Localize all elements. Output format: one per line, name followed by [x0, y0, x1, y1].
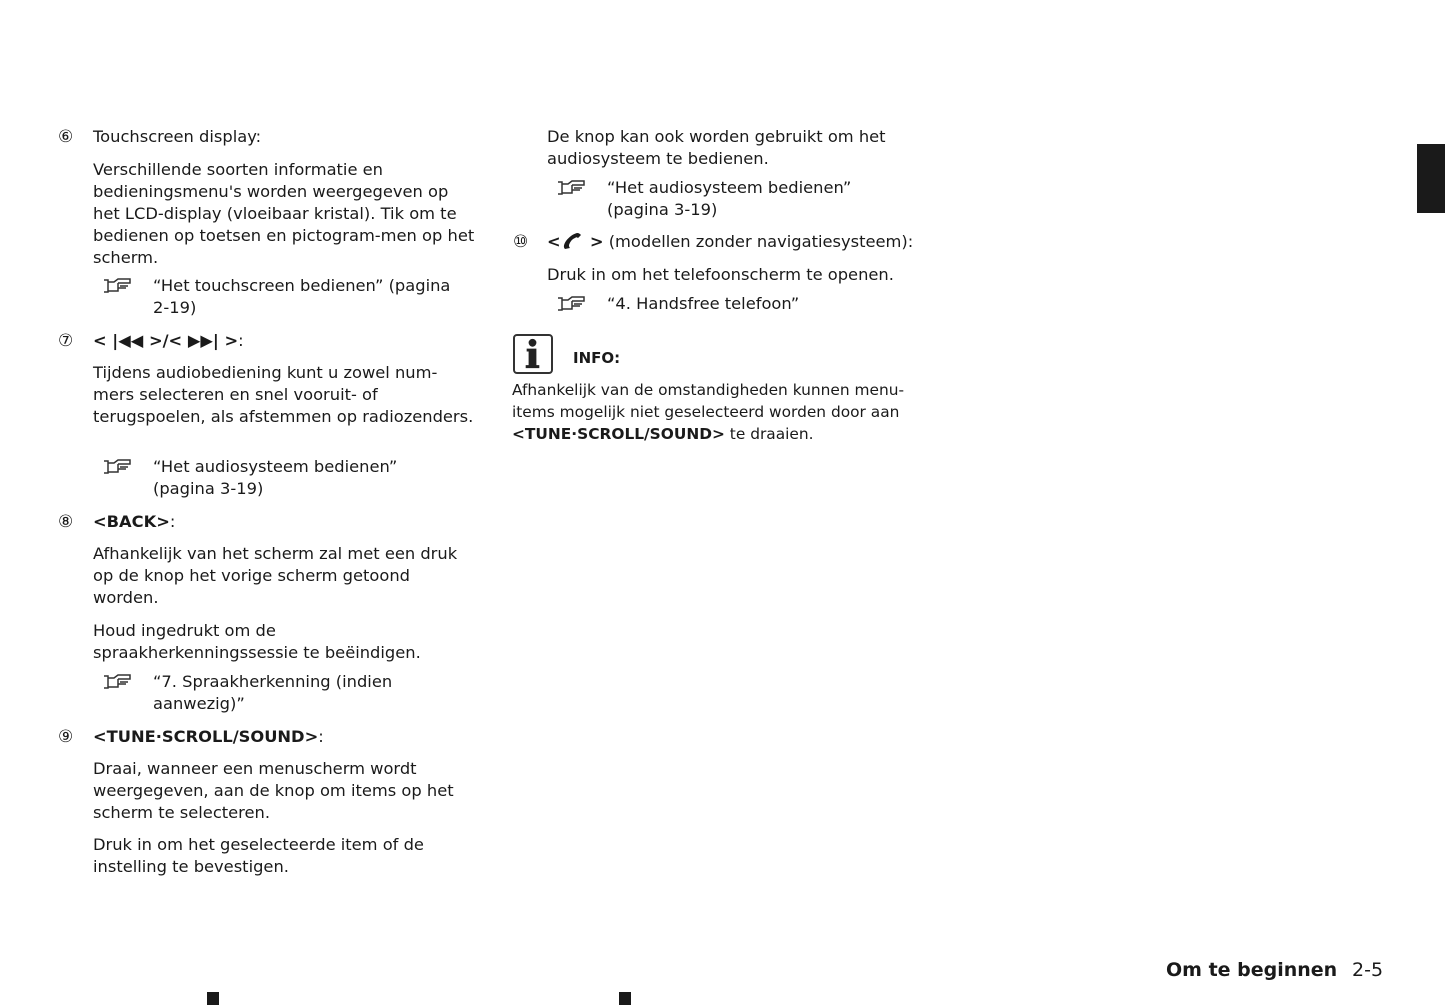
colon: : [169, 512, 176, 531]
reference-link[interactable]: (pagina 3-19) [607, 200, 718, 219]
back-label: <BACK> [93, 512, 170, 531]
bracket: < [547, 232, 561, 251]
item-number: ⑥ [58, 127, 74, 147]
item-title [93, 511, 478, 533]
crop-mark [207, 992, 219, 1005]
info-text-part: Afhankelijk van de omstandigheden kunnen menu-items mogelijk niet geselecteerd worden door aan [512, 381, 905, 421]
colon: : [238, 331, 244, 350]
item-title [93, 330, 478, 352]
reference-link[interactable]: “4. Handsfree telefoon” [607, 294, 800, 313]
crop-mark [619, 992, 631, 1005]
reference-link[interactable]: (pagina 3-19) [153, 479, 264, 498]
reference-link[interactable]: 2-19) [153, 298, 197, 317]
info-label: INFO: [573, 349, 621, 367]
reference-link[interactable]: “Het audiosysteem bedienen” [153, 457, 398, 476]
page-number: 2-5 [1352, 959, 1384, 981]
reference-hand-icon [102, 458, 132, 476]
paragraph: Druk in om het geselecteerde item of de instelling te bevestigen. [93, 835, 424, 876]
reference-link[interactable]: aanwezig)” [153, 694, 245, 713]
item-number: ⑩ [513, 232, 529, 252]
reference-link[interactable]: “7. Spraakherkenning (indien [153, 672, 393, 691]
tune-scroll-label: <TUNE·SCROLL/SOUND> [93, 727, 319, 746]
skip-buttons-label: < |◀◀ >/< ▶▶| > [93, 331, 239, 350]
item-title [93, 726, 478, 748]
paragraph: Afhankelijk van het scherm zal met een druk op de knop het vorige scherm getoond worden. [93, 544, 458, 607]
item-number: ⑧ [58, 512, 74, 532]
info-text-part: te draaien. [724, 425, 814, 443]
reference-link[interactable]: “Het touchscreen bedienen” (pagina [153, 276, 451, 295]
item-title-text: (modellen zonder navigatiesysteem): [608, 232, 914, 251]
item-title [547, 231, 967, 253]
reference-link[interactable]: “Het audiosysteem bedienen” [607, 178, 852, 197]
paragraph: Draai, wanneer een menuscherm wordt weergegeven, aan de knop om items op het scherm te selecteren. [93, 759, 454, 822]
item-number: ⑨ [58, 727, 74, 747]
reference-hand-icon [556, 179, 586, 197]
bracket: > [589, 232, 604, 251]
phone-icon [561, 231, 585, 251]
info-knob-label: <TUNE·SCROLL/SOUND> [512, 425, 725, 443]
paragraph: Verschillende soorten informatie en bedieningsmenu's worden weergegeven op het LCD-display (vloeibaar kristal). Tik om te bedienen op toetsen en pictogram-men op het scherm. [93, 160, 475, 267]
chapter-tab [1417, 144, 1445, 213]
item-title: Touchscreen display: [93, 127, 262, 146]
reference-hand-icon [556, 295, 586, 313]
paragraph: De knop kan ook worden gebruikt om het audiosysteem te bedienen. [547, 127, 886, 168]
colon: : [318, 727, 324, 746]
item-number: ⑦ [58, 331, 74, 351]
paragraph: Houd ingedrukt om de spraakherkenningssessie te beëindigen. [93, 621, 421, 662]
reference-hand-icon [102, 673, 132, 691]
paragraph: Tijdens audiobediening kunt u zowel num-mers selecteren en snel vooruit- of terugspoelen, als afstemmen op radiozenders. [93, 363, 474, 426]
reference-hand-icon [102, 277, 132, 295]
info-icon [513, 334, 553, 374]
paragraph: Druk in om het telefoonscherm te openen. [547, 265, 894, 284]
footer-section: Om te beginnen [1166, 959, 1338, 981]
info-text [512, 379, 942, 445]
